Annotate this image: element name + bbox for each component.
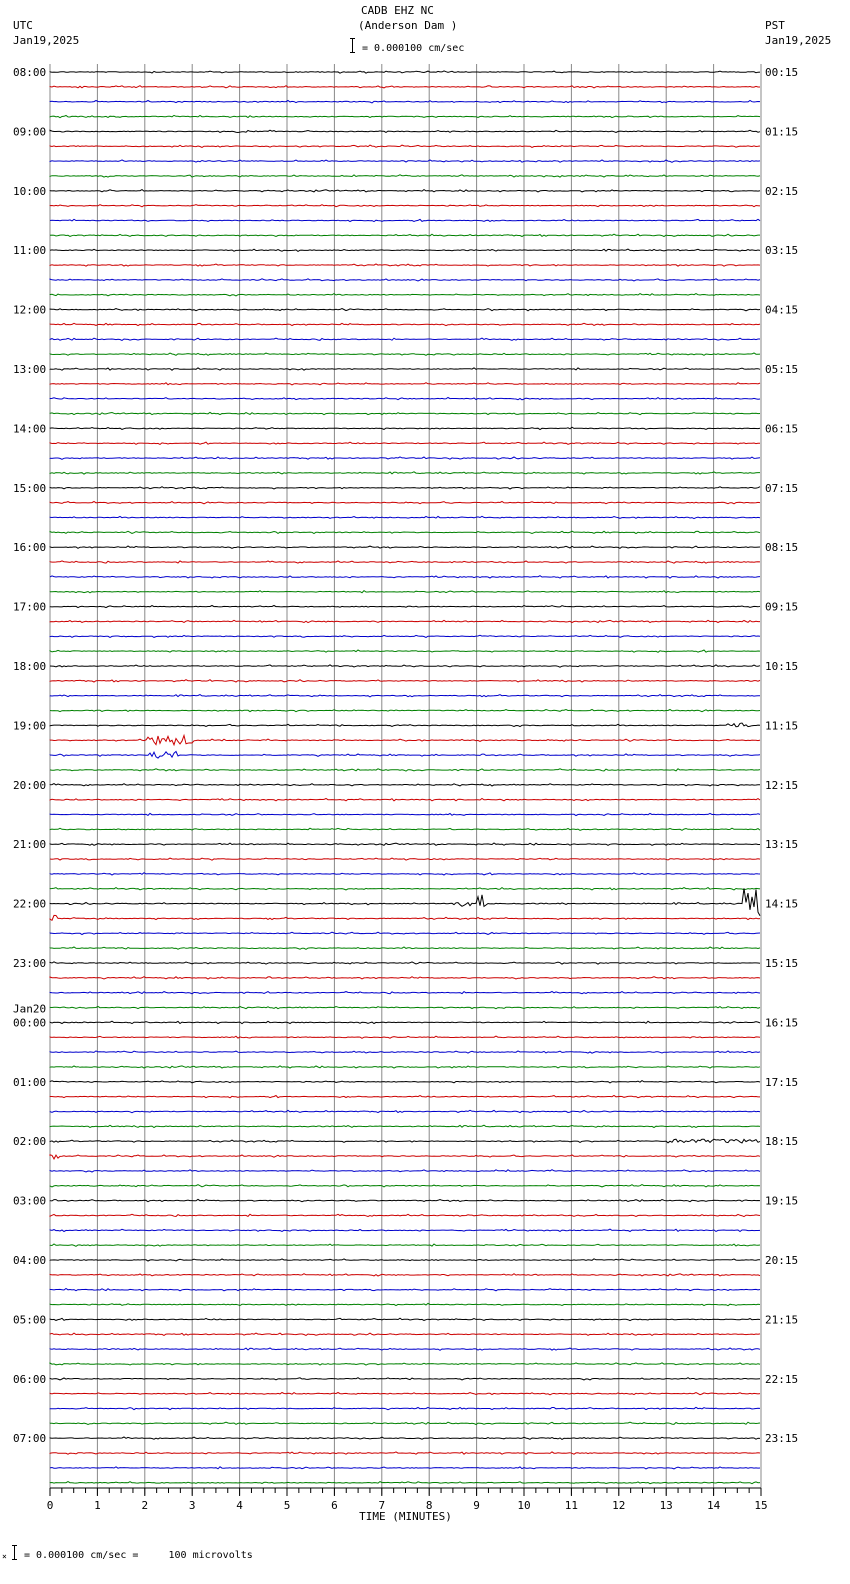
trace-line [50,531,760,533]
pst-time-label: 02:15 [765,184,799,198]
x-tick-label: 7 [378,1499,386,1512]
trace-line [50,279,760,281]
pst-time-label: 06:15 [765,422,799,436]
trace-line [50,487,760,489]
trace-line [50,576,760,578]
x-tick-label: 9 [473,1499,480,1512]
trace-line [50,947,760,949]
right-date: Jan19,2025 [765,34,832,47]
utc-time-label: 05:00 [13,1313,47,1327]
trace-line [50,1170,760,1172]
trace-line [50,294,760,296]
trace-line [50,992,760,994]
trace-line [50,709,760,711]
trace-line [50,442,760,444]
pst-time-label: 21:15 [765,1313,799,1327]
pst-time-label: 11:15 [765,719,799,733]
x-axis-title: TIME (MINUTES) [359,1510,452,1523]
trace-line [50,398,760,400]
trace-line [50,1096,760,1098]
trace-line [50,977,760,979]
trace-line [50,412,760,414]
trace-line [50,1289,760,1291]
pst-time-label: 13:15 [765,838,799,852]
pst-time-label: 17:15 [765,1075,799,1089]
trace-line [50,888,760,915]
trace-line [50,605,760,607]
trace-line [50,736,760,745]
trace-line [50,1066,760,1068]
scale-label: = 0.000100 cm/sec [362,43,465,54]
pst-time-label: 01:15 [765,125,799,139]
x-tick-label: 3 [188,1499,196,1512]
pst-time-label: 16:15 [765,1016,799,1030]
trace-line [50,635,760,637]
trace-line [50,249,760,251]
trace-line [50,1333,760,1335]
trace-line [50,516,760,518]
trace-line [50,1110,760,1112]
trace-line [50,813,760,815]
utc-time-label: 06:00 [13,1372,47,1386]
trace-line [50,620,760,622]
trace-line [50,1036,760,1038]
utc-time-label: 13:00 [13,363,47,376]
x-tick-label: 12 [612,1499,626,1512]
x-tick-label: 5 [283,1499,291,1512]
utc-time-label: 04:00 [13,1254,47,1267]
x-tick-label: 1 [94,1499,101,1512]
station-location: (Anderson Dam ) [358,19,458,32]
trace-line [50,799,760,801]
utc-time-label: 11:00 [13,244,47,258]
trace-line [50,219,760,221]
utc-time-label: 01:00 [13,1075,47,1089]
utc-time-label: 15:00 [13,481,47,495]
trace-line [50,650,760,652]
trace-line [50,1467,760,1469]
utc-time-label: 17:00 [13,600,47,614]
trace-line [50,338,760,340]
trace-line [50,873,760,875]
trace-line [50,145,760,147]
pst-time-label: 15:15 [765,957,799,970]
trace-line [50,1229,760,1231]
pst-time-label: 14:15 [765,897,799,911]
station-title: CADB EHZ NC [361,4,434,17]
pst-time-label: 07:15 [765,481,799,495]
right-timezone: PST [765,19,785,32]
pst-time-label: 10:15 [765,660,799,673]
trace-line [50,1452,760,1454]
trace-line [50,858,760,860]
trace-line [50,353,760,355]
pst-time-label: 00:15 [765,66,799,79]
pst-time-label: 18:15 [765,1135,799,1149]
trace-line [50,1007,760,1009]
trace-line [50,1244,760,1246]
pst-time-label: 04:15 [765,303,799,317]
utc-date-label: Jan20 [13,1002,47,1016]
trace-line [50,115,760,117]
trace-line [50,1185,760,1187]
x-tick-label: 14 [706,1499,721,1512]
pst-time-label: 23:15 [765,1432,799,1446]
trace-line [50,752,760,759]
trace-line [50,695,760,697]
trace-line [50,101,760,103]
trace-line [50,1303,760,1305]
footer-marker: × [2,1552,7,1561]
left-date: Jan19,2025 [13,34,80,47]
trace-line [50,828,760,830]
pst-time-label: 05:15 [765,363,799,376]
trace-line [50,1155,760,1159]
utc-time-label: 22:00 [13,897,47,911]
utc-time-label: 21:00 [13,838,47,852]
trace-line [50,1274,760,1276]
trace-line [50,1051,760,1053]
trace-line [50,546,760,548]
trace-line [50,888,760,890]
utc-time-label: 10:00 [13,184,47,198]
trace-line [50,1125,760,1127]
x-tick-label: 2 [141,1499,149,1512]
utc-time-label: 07:00 [13,1432,47,1446]
trace-line [50,1139,760,1143]
x-tick-label: 6 [331,1499,338,1512]
trace-line [50,1318,760,1320]
trace-line [50,427,760,429]
utc-time-label: 19:00 [13,719,47,733]
utc-time-label: 16:00 [13,541,47,555]
trace-line [50,665,760,667]
utc-time-label: 18:00 [13,660,47,673]
x-tick-label: 11 [564,1499,579,1512]
trace-line [50,130,760,132]
trace-line [50,502,760,504]
pst-time-label: 09:15 [765,600,799,614]
trace-line [50,769,760,771]
utc-time-label: 00:00 [13,1016,47,1030]
trace-line [50,457,760,459]
trace-line [50,1393,760,1395]
trace-line [50,160,760,162]
trace-line [50,843,760,845]
trace-line [50,962,760,964]
trace-line [50,1081,760,1083]
trace-line [50,323,760,325]
pst-time-label: 19:15 [765,1194,799,1208]
x-tick-label: 8 [425,1499,433,1512]
utc-time-label: 08:00 [13,66,47,79]
x-tick-label: 15 [754,1499,768,1512]
trace-line [50,175,760,177]
x-tick-label: 13 [659,1499,673,1512]
utc-time-label: 14:00 [13,422,47,436]
trace-line [50,234,760,236]
trace-line [50,1021,760,1023]
trace-line [50,1199,760,1201]
trace-line [50,1482,760,1484]
trace-line [50,1422,760,1424]
x-tick-label: 4 [236,1499,243,1512]
x-tick-label: 0 [46,1499,54,1512]
utc-time-label: 20:00 [13,778,47,792]
trace-line [50,723,760,727]
trace-line [50,591,760,593]
trace-line [50,932,760,934]
trace-line [50,680,760,682]
trace-line [50,1407,760,1409]
trace-line [50,472,760,474]
utc-time-label: 12:00 [13,303,47,317]
trace-line [50,368,760,370]
trace-line [50,784,760,786]
utc-time-label: 03:00 [13,1194,47,1208]
trace-line [50,205,760,207]
trace-line [50,915,760,920]
trace-line [50,1348,760,1350]
pst-time-label: 20:15 [765,1254,799,1267]
trace-line [50,1437,760,1439]
trace-line [50,71,760,73]
utc-time-label: 23:00 [13,957,47,970]
left-timezone: UTC [13,19,33,32]
trace-line [50,1259,760,1261]
pst-time-label: 08:15 [765,541,799,555]
utc-time-label: 02:00 [13,1135,47,1149]
trace-line [50,1363,760,1365]
trace-line [50,383,760,385]
trace-line [50,309,760,311]
x-tick-label: 10 [517,1499,531,1512]
pst-time-label: 12:15 [765,778,799,792]
trace-line [50,1378,760,1380]
footer-scale-icon [12,1545,17,1560]
pst-time-label: 03:15 [765,244,799,258]
pst-time-label: 22:15 [765,1372,799,1386]
utc-time-label: 09:00 [13,125,47,139]
trace-line [50,1214,760,1216]
footer-scale-label: = 0.000100 cm/sec = 100 microvolts [24,1550,253,1561]
trace-line [50,190,760,192]
trace-line [50,86,760,88]
trace-line [50,561,760,563]
trace-line [50,264,760,266]
